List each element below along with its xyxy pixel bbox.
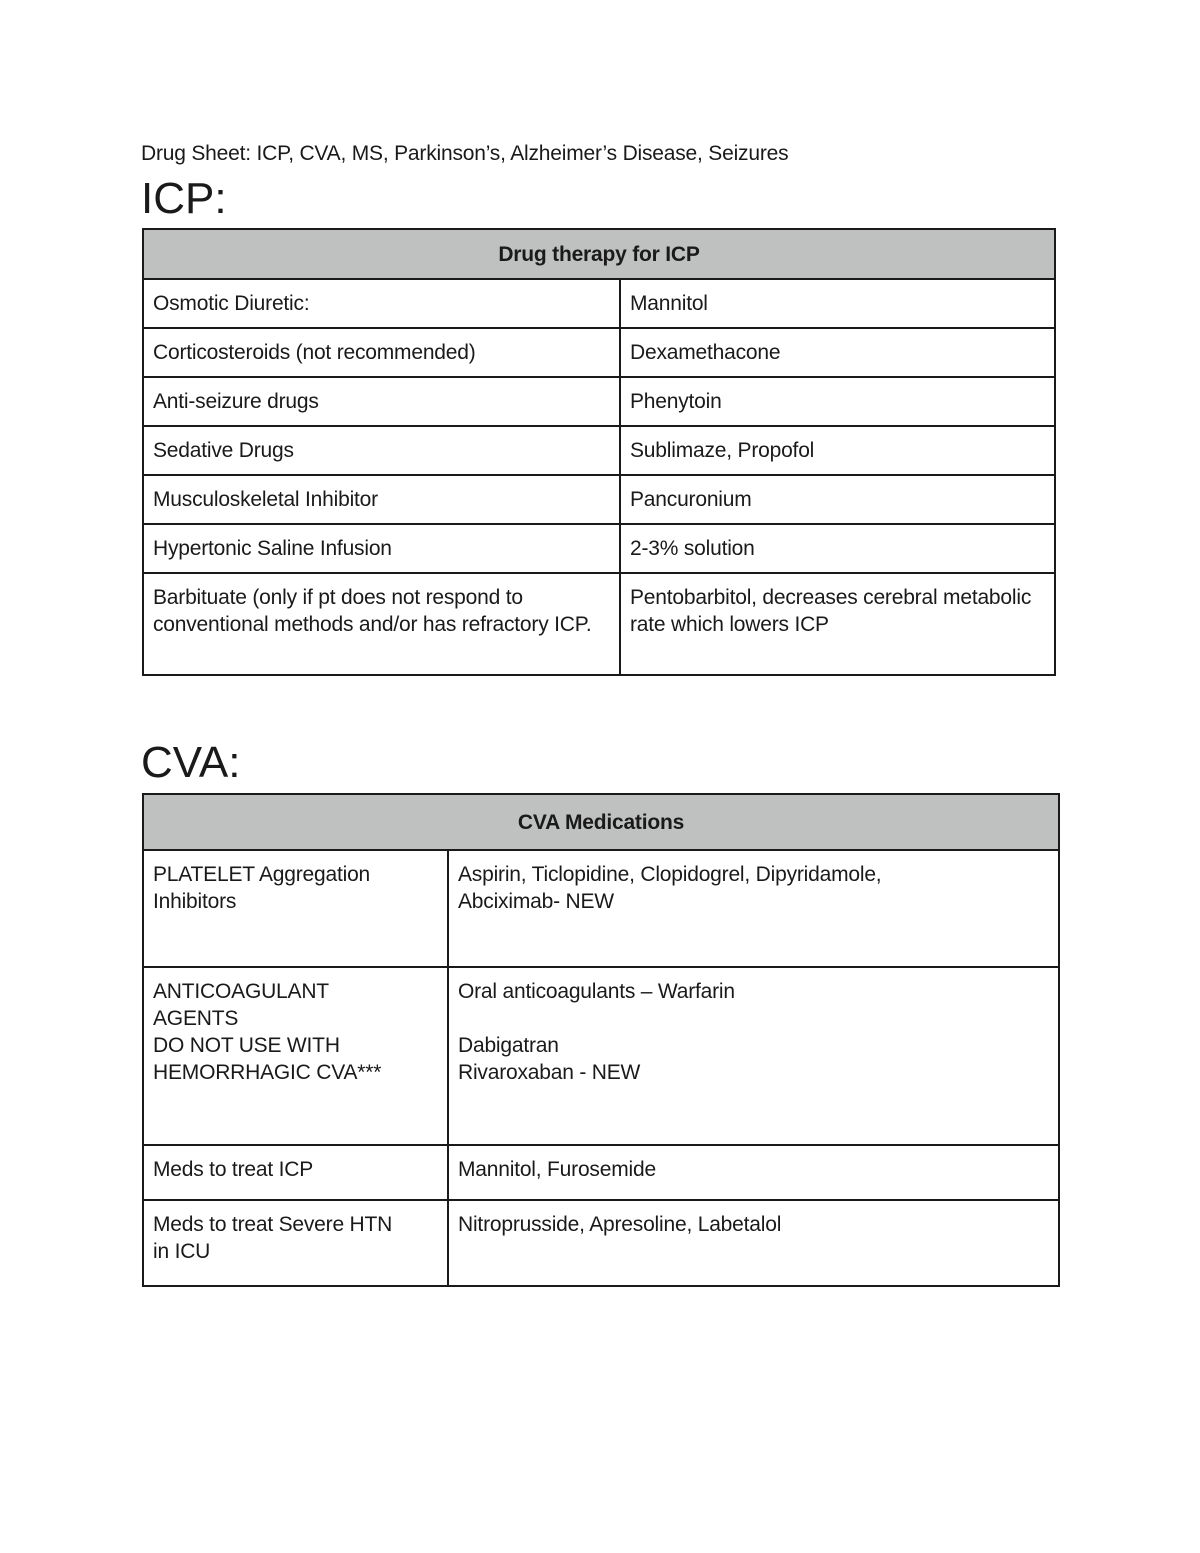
- drug-category-cell: Hypertonic Saline Infusion: [143, 524, 620, 573]
- icp-drug-table: [142, 228, 1056, 676]
- drug-name-cell: Nitroprusside, Apresoline, Labetalol: [448, 1200, 1059, 1286]
- drug-name-cell: Pancuronium: [620, 475, 1055, 524]
- cva-table-title: CVA Medications: [143, 794, 1059, 850]
- drug-category-cell: PLATELET Aggregation Inhibitors: [143, 850, 448, 967]
- table-row: [143, 377, 1055, 426]
- icp-table-title: Drug therapy for ICP: [143, 229, 1055, 279]
- table-row: [143, 524, 1055, 573]
- table-header-row: [143, 794, 1059, 850]
- drug-category-cell: Corticosteroids (not recommended): [143, 328, 620, 377]
- table-row: [143, 1145, 1059, 1200]
- drug-name-cell: Phenytoin: [620, 377, 1055, 426]
- drug-name-cell: Dexamethacone: [620, 328, 1055, 377]
- drug-name-cell: 2-3% solution: [620, 524, 1055, 573]
- table-row: [143, 967, 1059, 1145]
- table-row: [143, 1200, 1059, 1286]
- drug-name-cell: Mannitol, Furosemide: [448, 1145, 1059, 1200]
- drug-category-cell: Meds to treat Severe HTN in ICU: [143, 1200, 448, 1286]
- drug-category-cell: Musculoskeletal Inhibitor: [143, 475, 620, 524]
- drug-category-cell: Barbituate (only if pt does not respond to conventional methods and/or has refractory ICP.: [143, 573, 620, 675]
- cva-medications-table: [142, 793, 1060, 1287]
- drug-category-cell: ANTICOAGULANT AGENTS DO NOT USE WITH HEMORRHAGIC CVA***: [143, 967, 448, 1145]
- table-row: [143, 475, 1055, 524]
- table-row: [143, 426, 1055, 475]
- drug-name-cell: Aspirin, Ticlopidine, Clopidogrel, Dipyridamole, Abciximab- NEW: [448, 850, 1059, 967]
- table-row: [143, 573, 1055, 675]
- drug-name-cell: Oral anticoagulants – Warfarin Dabigatran Rivaroxaban - NEW: [448, 967, 1059, 1145]
- table-row: [143, 850, 1059, 967]
- drug-name-cell: Pentobarbitol, decreases cerebral metabolic rate which lowers ICP: [620, 573, 1055, 675]
- drug-category-cell: Sedative Drugs: [143, 426, 620, 475]
- drug-name-cell: Mannitol: [620, 279, 1055, 328]
- drug-category-cell: Osmotic Diuretic:: [143, 279, 620, 328]
- table-header-row: [143, 229, 1055, 279]
- document-title: Drug Sheet: ICP, CVA, MS, Parkinson’s, Alzheimer’s Disease, Seizures: [141, 142, 789, 165]
- drug-name-cell: Sublimaze, Propofol: [620, 426, 1055, 475]
- icp-heading: ICP:: [141, 174, 227, 223]
- cva-heading: CVA:: [141, 738, 241, 787]
- table-row: [143, 328, 1055, 377]
- drug-category-cell: Anti-seizure drugs: [143, 377, 620, 426]
- drug-category-cell: Meds to treat ICP: [143, 1145, 448, 1200]
- table-row: [143, 279, 1055, 328]
